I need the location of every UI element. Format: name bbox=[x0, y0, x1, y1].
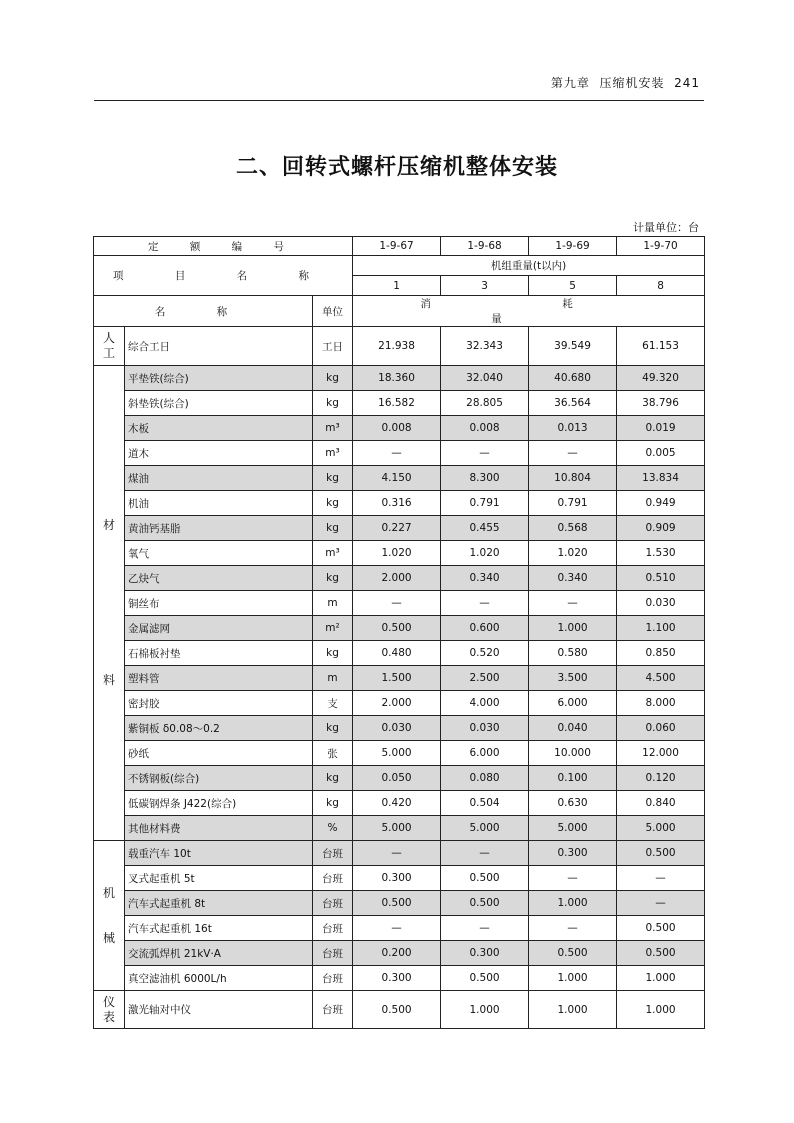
item-value: 0.500 bbox=[617, 941, 705, 966]
item-name: 汽车式起重机 8t bbox=[125, 891, 313, 916]
item-name: 斜垫铁(综合) bbox=[125, 391, 313, 416]
item-value: 1.020 bbox=[441, 541, 529, 566]
item-value: — bbox=[441, 841, 529, 866]
item-value: 0.200 bbox=[353, 941, 441, 966]
item-name: 金属滤网 bbox=[125, 616, 313, 641]
item-value: 0.630 bbox=[529, 791, 617, 816]
item-name: 其他材料费 bbox=[125, 816, 313, 841]
category-machinery-char: 械 bbox=[102, 930, 115, 945]
name-header: 名 称 bbox=[94, 296, 313, 327]
item-unit: kg bbox=[313, 366, 353, 391]
item-value: 0.005 bbox=[617, 441, 705, 466]
item-name: 机油 bbox=[125, 491, 313, 516]
category-machinery bbox=[94, 841, 125, 991]
item-value: 0.019 bbox=[617, 416, 705, 441]
unit-note: 计量单位：台 bbox=[633, 221, 699, 234]
machinery-row bbox=[94, 916, 705, 941]
item-value: 1.000 bbox=[441, 991, 529, 1029]
item-unit: m² bbox=[313, 616, 353, 641]
item-value: 1.000 bbox=[617, 991, 705, 1029]
item-value: 0.840 bbox=[617, 791, 705, 816]
item-value: 6.000 bbox=[529, 691, 617, 716]
item-unit: kg bbox=[313, 766, 353, 791]
item-name: 煤油 bbox=[125, 466, 313, 491]
item-unit: 支 bbox=[313, 691, 353, 716]
item-value: 13.834 bbox=[617, 466, 705, 491]
item-value: 5.000 bbox=[353, 816, 441, 841]
item-value: 0.520 bbox=[441, 641, 529, 666]
item-name: 激光轴对中仪 bbox=[125, 991, 313, 1029]
item-unit: 台班 bbox=[313, 916, 353, 941]
item-unit: kg bbox=[313, 716, 353, 741]
item-unit: kg bbox=[313, 491, 353, 516]
param-value: 3 bbox=[441, 276, 529, 296]
item-value: 0.500 bbox=[353, 991, 441, 1029]
item-value: — bbox=[529, 441, 617, 466]
item-value: — bbox=[441, 441, 529, 466]
item-value: 0.500 bbox=[617, 841, 705, 866]
item-value: — bbox=[617, 891, 705, 916]
param-value: 8 bbox=[617, 276, 705, 296]
machinery-row bbox=[94, 941, 705, 966]
item-name: 交流弧焊机 21kV·A bbox=[125, 941, 313, 966]
param-value: 5 bbox=[529, 276, 617, 296]
item-value: 0.008 bbox=[353, 416, 441, 441]
item-value: 0.909 bbox=[617, 516, 705, 541]
item-value: — bbox=[441, 916, 529, 941]
quota-code: 1-9-69 bbox=[529, 237, 617, 256]
item-name-label: 项 目 名 称 bbox=[94, 256, 353, 296]
item-value: 0.100 bbox=[529, 766, 617, 791]
item-value: 0.568 bbox=[529, 516, 617, 541]
quota-code: 1-9-70 bbox=[617, 237, 705, 256]
materials-row bbox=[94, 691, 705, 716]
item-value: 1.000 bbox=[529, 616, 617, 641]
materials-row bbox=[94, 591, 705, 616]
item-value: — bbox=[441, 591, 529, 616]
item-name: 真空滤油机 6000L/h bbox=[125, 966, 313, 991]
item-value: 0.060 bbox=[617, 716, 705, 741]
item-unit: kg bbox=[313, 641, 353, 666]
item-value: 0.600 bbox=[441, 616, 529, 641]
item-value: 8.300 bbox=[441, 466, 529, 491]
item-unit: m³ bbox=[313, 416, 353, 441]
category-machinery-char: 机 bbox=[102, 885, 115, 900]
item-name: 塑料管 bbox=[125, 666, 313, 691]
item-unit: m bbox=[313, 591, 353, 616]
item-value: 0.500 bbox=[617, 916, 705, 941]
item-value: 32.343 bbox=[441, 327, 529, 366]
item-value: 0.500 bbox=[353, 616, 441, 641]
item-name: 石棉板衬垫 bbox=[125, 641, 313, 666]
item-value: 4.150 bbox=[353, 466, 441, 491]
item-value: 0.500 bbox=[529, 941, 617, 966]
item-value: 0.008 bbox=[441, 416, 529, 441]
item-value: 0.949 bbox=[617, 491, 705, 516]
item-value: 61.153 bbox=[617, 327, 705, 366]
item-value: 0.791 bbox=[529, 491, 617, 516]
item-value: 4.500 bbox=[617, 666, 705, 691]
item-value: 0.455 bbox=[441, 516, 529, 541]
item-unit: m³ bbox=[313, 541, 353, 566]
item-value: 1.530 bbox=[617, 541, 705, 566]
item-value: 1.000 bbox=[529, 891, 617, 916]
quota-code: 1-9-68 bbox=[441, 237, 529, 256]
item-value: 0.040 bbox=[529, 716, 617, 741]
item-value: — bbox=[353, 841, 441, 866]
item-value: 1.000 bbox=[529, 991, 617, 1029]
item-value: 0.580 bbox=[529, 641, 617, 666]
materials-row bbox=[94, 666, 705, 691]
category-materials bbox=[94, 366, 125, 841]
item-value: 0.791 bbox=[441, 491, 529, 516]
item-unit: 工日 bbox=[313, 327, 353, 366]
item-value: 1.020 bbox=[353, 541, 441, 566]
item-value: 32.040 bbox=[441, 366, 529, 391]
item-value: 36.564 bbox=[529, 391, 617, 416]
item-value: 1.000 bbox=[529, 966, 617, 991]
item-value: 2.000 bbox=[353, 691, 441, 716]
materials-row bbox=[94, 491, 705, 516]
item-unit: 台班 bbox=[313, 966, 353, 991]
item-name: 叉式起重机 5t bbox=[125, 866, 313, 891]
running-head bbox=[94, 70, 704, 101]
materials-row bbox=[94, 791, 705, 816]
item-value: 10.804 bbox=[529, 466, 617, 491]
item-value: 0.500 bbox=[441, 891, 529, 916]
item-value: 0.300 bbox=[441, 941, 529, 966]
item-value: 1.100 bbox=[617, 616, 705, 641]
materials-row bbox=[94, 716, 705, 741]
item-name: 低碳钢焊条 J422(综合) bbox=[125, 791, 313, 816]
item-value: 28.805 bbox=[441, 391, 529, 416]
item-value: 0.480 bbox=[353, 641, 441, 666]
item-unit: 张 bbox=[313, 741, 353, 766]
item-value: 0.500 bbox=[441, 866, 529, 891]
item-value: 0.500 bbox=[353, 891, 441, 916]
row-instrument bbox=[94, 991, 705, 1029]
materials-row bbox=[94, 466, 705, 491]
item-name: 不锈钢板(综合) bbox=[125, 766, 313, 791]
item-value: 0.504 bbox=[441, 791, 529, 816]
row-column-headers bbox=[94, 296, 705, 327]
item-value: 0.340 bbox=[529, 566, 617, 591]
category-instrument-char: 表 bbox=[102, 1009, 115, 1024]
item-value: — bbox=[529, 916, 617, 941]
item-value: 2.000 bbox=[353, 566, 441, 591]
materials-row bbox=[94, 741, 705, 766]
item-value: 12.000 bbox=[617, 741, 705, 766]
item-value: — bbox=[353, 916, 441, 941]
item-value: 0.300 bbox=[353, 966, 441, 991]
item-value: 39.549 bbox=[529, 327, 617, 366]
item-value: 0.850 bbox=[617, 641, 705, 666]
consumption-header: 消 耗 量 bbox=[353, 296, 705, 327]
item-name: 载重汽车 10t bbox=[125, 841, 313, 866]
item-value: 0.227 bbox=[353, 516, 441, 541]
item-value: 49.320 bbox=[617, 366, 705, 391]
item-value: 0.510 bbox=[617, 566, 705, 591]
item-name: 道木 bbox=[125, 441, 313, 466]
materials-row bbox=[94, 616, 705, 641]
row-param-label bbox=[94, 256, 705, 276]
item-value: 8.000 bbox=[617, 691, 705, 716]
item-value: 5.000 bbox=[441, 816, 529, 841]
item-value: 1.020 bbox=[529, 541, 617, 566]
item-value: — bbox=[617, 866, 705, 891]
machinery-row bbox=[94, 866, 705, 891]
item-unit: m bbox=[313, 666, 353, 691]
item-name: 综合工日 bbox=[125, 327, 313, 366]
item-value: 0.030 bbox=[441, 716, 529, 741]
page-title: 二、回转式螺杆压缩机整体安装 bbox=[235, 155, 558, 180]
item-value: 10.000 bbox=[529, 741, 617, 766]
item-name: 乙炔气 bbox=[125, 566, 313, 591]
item-value: 0.316 bbox=[353, 491, 441, 516]
item-value: 0.050 bbox=[353, 766, 441, 791]
category-materials-char: 料 bbox=[102, 673, 115, 687]
quota-table bbox=[93, 236, 705, 1029]
item-unit: 台班 bbox=[313, 866, 353, 891]
machinery-row bbox=[94, 891, 705, 916]
item-name: 黄油钙基脂 bbox=[125, 516, 313, 541]
param-label: 机组重量(t以内) bbox=[353, 256, 705, 276]
item-value: 4.000 bbox=[441, 691, 529, 716]
quota-code-label: 定 额 编 号 bbox=[94, 237, 353, 256]
item-unit: kg bbox=[313, 516, 353, 541]
item-unit: % bbox=[313, 816, 353, 841]
item-value: 0.500 bbox=[441, 966, 529, 991]
quota-code: 1-9-67 bbox=[353, 237, 441, 256]
item-value: 0.420 bbox=[353, 791, 441, 816]
materials-row bbox=[94, 766, 705, 791]
item-value: 0.300 bbox=[529, 841, 617, 866]
item-name: 平垫铁(综合) bbox=[125, 366, 313, 391]
running-head-text: 第九章 压缩机安装 241 bbox=[550, 76, 700, 90]
machinery-row bbox=[94, 966, 705, 991]
item-value: 0.030 bbox=[617, 591, 705, 616]
materials-row bbox=[94, 566, 705, 591]
item-name: 紫铜板 δ0.08～0.2 bbox=[125, 716, 313, 741]
item-unit: 台班 bbox=[313, 941, 353, 966]
item-value: 40.680 bbox=[529, 366, 617, 391]
item-name: 密封胶 bbox=[125, 691, 313, 716]
materials-row bbox=[94, 391, 705, 416]
materials-row bbox=[94, 816, 705, 841]
item-name: 木板 bbox=[125, 416, 313, 441]
item-value: 2.500 bbox=[441, 666, 529, 691]
category-instrument bbox=[94, 991, 125, 1029]
materials-row bbox=[94, 541, 705, 566]
item-value: 0.080 bbox=[441, 766, 529, 791]
item-unit: 台班 bbox=[313, 841, 353, 866]
machinery-row bbox=[94, 841, 705, 866]
materials-row bbox=[94, 641, 705, 666]
item-name: 氧气 bbox=[125, 541, 313, 566]
row-labor bbox=[94, 327, 705, 366]
item-value: — bbox=[529, 591, 617, 616]
unit-header: 单位 bbox=[313, 296, 353, 327]
item-name: 汽车式起重机 16t bbox=[125, 916, 313, 941]
item-value: — bbox=[353, 591, 441, 616]
item-value: 0.340 bbox=[441, 566, 529, 591]
item-value: 0.013 bbox=[529, 416, 617, 441]
item-unit: kg bbox=[313, 391, 353, 416]
item-value: 0.030 bbox=[353, 716, 441, 741]
category-instrument-char: 仪 bbox=[102, 994, 115, 1009]
materials-row bbox=[94, 416, 705, 441]
item-value: — bbox=[529, 866, 617, 891]
item-value: 38.796 bbox=[617, 391, 705, 416]
item-unit: kg bbox=[313, 466, 353, 491]
item-value: 21.938 bbox=[353, 327, 441, 366]
item-value: 0.120 bbox=[617, 766, 705, 791]
item-value: 1.000 bbox=[617, 966, 705, 991]
item-unit: kg bbox=[313, 791, 353, 816]
category-labor: 人工 bbox=[94, 327, 125, 366]
item-unit: m³ bbox=[313, 441, 353, 466]
item-unit: 台班 bbox=[313, 891, 353, 916]
item-value: 3.500 bbox=[529, 666, 617, 691]
param-value: 1 bbox=[353, 276, 441, 296]
item-name: 铜丝布 bbox=[125, 591, 313, 616]
item-name: 砂纸 bbox=[125, 741, 313, 766]
quota-table-body bbox=[94, 237, 705, 1029]
item-unit: kg bbox=[313, 566, 353, 591]
item-value: — bbox=[353, 441, 441, 466]
item-value: 5.000 bbox=[617, 816, 705, 841]
item-value: 16.582 bbox=[353, 391, 441, 416]
materials-row bbox=[94, 516, 705, 541]
materials-row bbox=[94, 441, 705, 466]
materials-row bbox=[94, 366, 705, 391]
item-value: 5.000 bbox=[529, 816, 617, 841]
item-value: 0.300 bbox=[353, 866, 441, 891]
item-value: 6.000 bbox=[441, 741, 529, 766]
item-unit: 台班 bbox=[313, 991, 353, 1029]
item-value: 18.360 bbox=[353, 366, 441, 391]
item-value: 1.500 bbox=[353, 666, 441, 691]
category-materials-char: 材 bbox=[102, 518, 115, 532]
item-value: 5.000 bbox=[353, 741, 441, 766]
row-quota-code bbox=[94, 237, 705, 256]
